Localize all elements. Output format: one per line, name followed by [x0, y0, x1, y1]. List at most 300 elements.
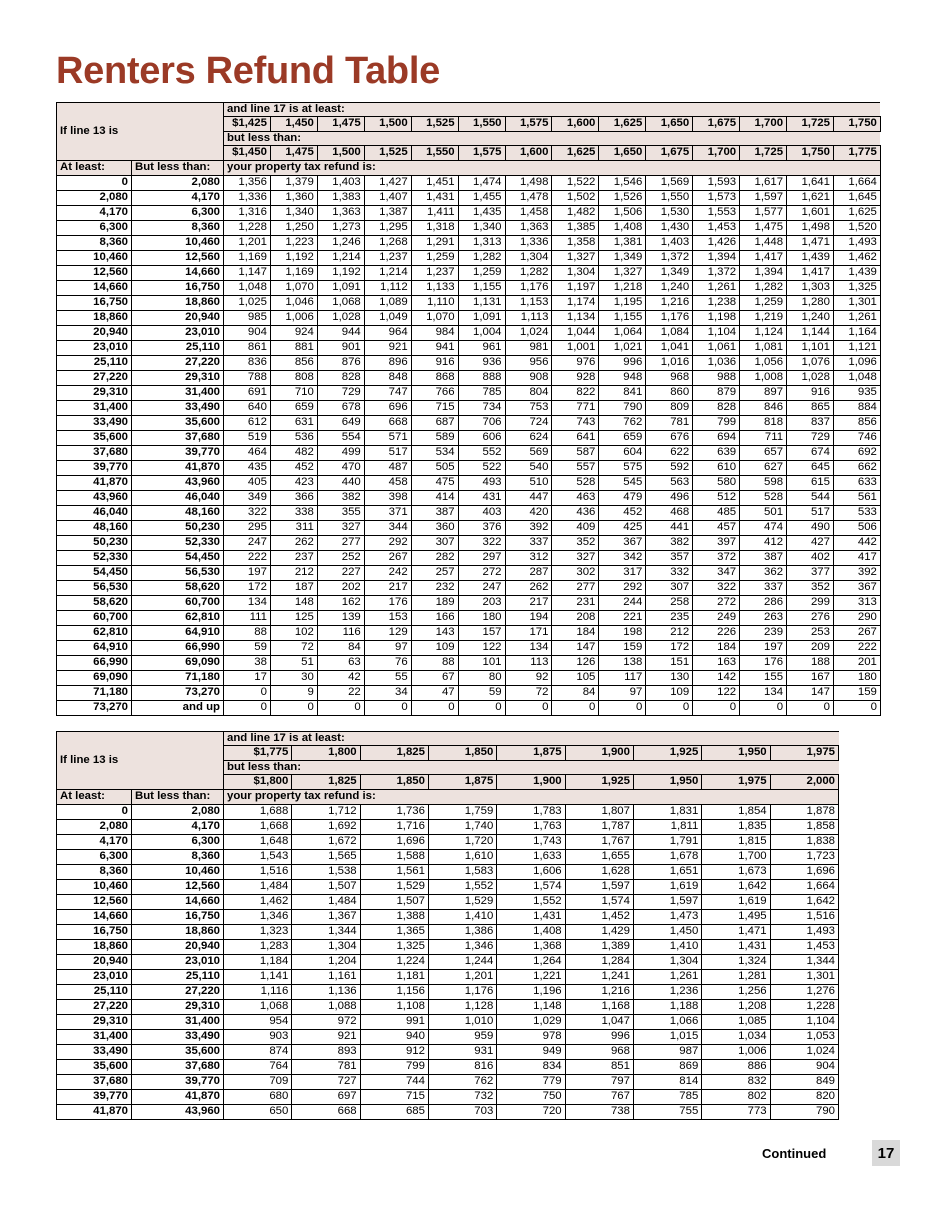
refund-value: 1,236 [633, 985, 701, 1000]
refund-value: 1,372 [693, 266, 740, 281]
table-row [57, 281, 881, 296]
refund-value: 554 [317, 431, 364, 446]
refund-value: 496 [646, 491, 693, 506]
column-at-least: 1,550 [458, 117, 505, 132]
refund-value: 159 [833, 686, 880, 701]
refund-value: 167 [787, 671, 834, 686]
income-less-than: 64,910 [132, 626, 224, 641]
refund-value: 1,426 [693, 236, 740, 251]
refund-value: 1,368 [497, 940, 565, 955]
refund-value: 865 [787, 401, 834, 416]
refund-value: 1,763 [497, 820, 565, 835]
refund-value: 1,250 [270, 221, 317, 236]
refund-value: 286 [740, 596, 787, 611]
refund-value: 34 [364, 686, 411, 701]
refund-value: 313 [833, 596, 880, 611]
refund-value: 105 [552, 671, 599, 686]
column-less-than: $1,800 [224, 775, 292, 790]
refund-value: 1,133 [411, 281, 458, 296]
refund-value: 996 [599, 356, 646, 371]
income-less-than: 54,450 [132, 551, 224, 566]
refund-value: 59 [458, 686, 505, 701]
column-at-least: $1,425 [224, 117, 271, 132]
column-at-least: 1,975 [770, 746, 838, 761]
column-at-least: 1,850 [428, 746, 496, 761]
refund-value: 221 [599, 611, 646, 626]
refund-value: 668 [292, 1105, 360, 1120]
refund-value: 729 [787, 431, 834, 446]
refund-value: 382 [646, 536, 693, 551]
refund-value: 785 [458, 386, 505, 401]
refund-value: 697 [292, 1090, 360, 1105]
column-less-than: 1,725 [740, 146, 787, 161]
table-row [57, 521, 881, 536]
refund-value: 828 [317, 371, 364, 386]
refund-value: 734 [458, 401, 505, 416]
refund-value: 1,507 [292, 880, 360, 895]
refund-value: 1,565 [292, 850, 360, 865]
refund-value: 528 [552, 476, 599, 491]
column-less-than: 1,500 [317, 146, 364, 161]
refund-value: 916 [411, 356, 458, 371]
column-less-than: 1,700 [693, 146, 740, 161]
refund-value: 1,048 [833, 371, 880, 386]
table-row [57, 1060, 839, 1075]
refund-value: 908 [505, 371, 552, 386]
column-less-than: 1,900 [497, 775, 565, 790]
refund-value: 1,061 [693, 341, 740, 356]
refund-value: 1,878 [770, 805, 838, 820]
income-at-least: 29,310 [57, 1015, 132, 1030]
refund-value: 856 [833, 416, 880, 431]
column-less-than: 1,825 [292, 775, 360, 790]
column-at-least: 1,925 [633, 746, 701, 761]
refund-value: 1,188 [633, 1000, 701, 1015]
refund-value: 720 [497, 1105, 565, 1120]
at-least-header: and line 17 is at least: [224, 732, 839, 746]
refund-value: 311 [270, 521, 317, 536]
refund-value: 1,128 [428, 1000, 496, 1015]
table-row [57, 266, 881, 281]
refund-value: 557 [552, 461, 599, 476]
refund-value: 342 [599, 551, 646, 566]
refund-value: 1,034 [702, 1030, 770, 1045]
refund-value: 888 [458, 371, 505, 386]
income-at-least: 27,220 [57, 371, 132, 386]
refund-value: 816 [428, 1060, 496, 1075]
refund-value: 814 [633, 1075, 701, 1090]
refund-value: 1,484 [292, 895, 360, 910]
refund-value: 1,131 [458, 296, 505, 311]
refund-value: 0 [599, 701, 646, 716]
refund-value: 332 [646, 566, 693, 581]
refund-value: 1,358 [552, 236, 599, 251]
refund-value: 253 [787, 626, 834, 641]
refund-value: 936 [458, 356, 505, 371]
refund-value: 1,282 [505, 266, 552, 281]
refund-value: 1,041 [646, 341, 693, 356]
refund-value: 1,089 [364, 296, 411, 311]
refund-value: 1,096 [833, 356, 880, 371]
refund-value: 505 [411, 461, 458, 476]
refund-value: 1,136 [292, 985, 360, 1000]
refund-value: 1,429 [565, 925, 633, 940]
refund-value: 262 [270, 536, 317, 551]
refund-value: 117 [599, 671, 646, 686]
refund-value: 961 [458, 341, 505, 356]
refund-value: 1,621 [787, 191, 834, 206]
refund-value: 1,430 [646, 221, 693, 236]
page-number: 17 [872, 1140, 900, 1166]
refund-value: 799 [693, 416, 740, 431]
column-at-least: 1,875 [497, 746, 565, 761]
refund-value: 203 [458, 596, 505, 611]
refund-value: 1,411 [411, 206, 458, 221]
refund-value: 598 [740, 476, 787, 491]
refund-value: 441 [646, 521, 693, 536]
refund-value: 493 [458, 476, 505, 491]
refund-value: 1,068 [317, 296, 364, 311]
income-less-than: 23,010 [132, 955, 224, 970]
refund-value: 1,478 [505, 191, 552, 206]
refund-value: 987 [633, 1045, 701, 1060]
refund-value: 1,323 [224, 925, 292, 940]
less-than-header: but less than: [224, 132, 881, 146]
refund-value: 417 [833, 551, 880, 566]
refund-value: 1,482 [552, 206, 599, 221]
income-at-least: 35,600 [57, 1060, 132, 1075]
refund-value: 139 [317, 611, 364, 626]
refund-value: 1,261 [833, 311, 880, 326]
refund-value: 978 [497, 1030, 565, 1045]
refund-value: 968 [565, 1045, 633, 1060]
column-at-least: $1,775 [224, 746, 292, 761]
refund-value: 1,606 [497, 865, 565, 880]
refund-value: 468 [646, 506, 693, 521]
refund-value: 1,723 [770, 850, 838, 865]
refund-value: 1,417 [740, 251, 787, 266]
refund-value: 1,010 [428, 1015, 496, 1030]
refund-value: 1,238 [693, 296, 740, 311]
column-less-than: 1,850 [360, 775, 428, 790]
refund-value: 0 [317, 701, 364, 716]
income-at-least: 71,180 [57, 686, 132, 701]
refund-value: 148 [270, 596, 317, 611]
refund-value: 832 [702, 1075, 770, 1090]
refund-value: 948 [599, 371, 646, 386]
refund-value: 1,516 [224, 865, 292, 880]
refund-value: 1,008 [740, 371, 787, 386]
col-at-least-label: At least: [57, 790, 132, 805]
refund-value: 536 [270, 431, 317, 446]
refund-value: 1,417 [787, 266, 834, 281]
refund-value: 1,346 [224, 910, 292, 925]
table-row [57, 386, 881, 401]
refund-value: 715 [411, 401, 458, 416]
column-less-than: 1,975 [702, 775, 770, 790]
refund-value: 1,700 [702, 850, 770, 865]
refund-value: 307 [646, 581, 693, 596]
refund-value: 1,529 [360, 880, 428, 895]
refund-value: 935 [833, 386, 880, 401]
refund-value: 1,259 [458, 266, 505, 281]
refund-value: 1,388 [360, 910, 428, 925]
refund-value: 1,155 [599, 311, 646, 326]
table-row [57, 206, 881, 221]
refund-value: 420 [505, 506, 552, 521]
refund-value: 766 [411, 386, 458, 401]
refund-value: 964 [364, 326, 411, 341]
table-row [57, 326, 881, 341]
refund-value: 1,283 [224, 940, 292, 955]
refund-value: 1,070 [411, 311, 458, 326]
income-at-least: 31,400 [57, 401, 132, 416]
refund-value: 189 [411, 596, 458, 611]
refund-value: 762 [428, 1075, 496, 1090]
refund-value: 781 [292, 1060, 360, 1075]
refund-value: 1,006 [702, 1045, 770, 1060]
refund-value: 367 [833, 581, 880, 596]
refund-value: 1,493 [833, 236, 880, 251]
refund-value: 297 [458, 551, 505, 566]
refund-value: 157 [458, 626, 505, 641]
refund-value: 1,475 [740, 221, 787, 236]
income-at-least: 64,910 [57, 641, 132, 656]
column-less-than: 1,600 [505, 146, 552, 161]
refund-value: 1,346 [428, 940, 496, 955]
income-less-than: 33,490 [132, 1030, 224, 1045]
income-less-than: 37,680 [132, 431, 224, 446]
column-less-than: 1,550 [411, 146, 458, 161]
income-at-least: 60,700 [57, 611, 132, 626]
refund-value: 163 [693, 656, 740, 671]
refund-value: 55 [364, 671, 411, 686]
refund-value: 0 [505, 701, 552, 716]
refund-value: 1,228 [224, 221, 271, 236]
refund-value: 738 [565, 1105, 633, 1120]
refund-value: 122 [693, 686, 740, 701]
income-at-least: 52,330 [57, 551, 132, 566]
refund-value: 836 [224, 356, 271, 371]
refund-value: 996 [565, 1030, 633, 1045]
income-less-than: 41,870 [132, 1090, 224, 1105]
refund-value: 528 [740, 491, 787, 506]
income-less-than: 27,220 [132, 985, 224, 1000]
refund-value: 1,759 [428, 805, 496, 820]
column-less-than: 1,950 [633, 775, 701, 790]
refund-value: 30 [270, 671, 317, 686]
refund-value: 367 [599, 536, 646, 551]
table-row [57, 880, 839, 895]
refund-value: 366 [270, 491, 317, 506]
refund-value: 981 [505, 341, 552, 356]
income-less-than: 8,360 [132, 850, 224, 865]
refund-value: 360 [411, 521, 458, 536]
refund-value: 1,363 [317, 206, 364, 221]
refund-value: 322 [693, 581, 740, 596]
refund-value: 799 [360, 1060, 428, 1075]
refund-value: 362 [740, 566, 787, 581]
refund-value: 1,169 [270, 266, 317, 281]
refund-value: 447 [505, 491, 552, 506]
income-less-than: 6,300 [132, 835, 224, 850]
refund-value: 622 [646, 446, 693, 461]
refund-value: 1,815 [702, 835, 770, 850]
refund-value: 1,036 [693, 356, 740, 371]
refund-value: 1,688 [224, 805, 292, 820]
refund-value: 1,642 [702, 880, 770, 895]
table-row [57, 506, 881, 521]
refund-value: 959 [428, 1030, 496, 1045]
refund-value: 247 [224, 536, 271, 551]
refund-value: 727 [292, 1075, 360, 1090]
income-at-least: 46,040 [57, 506, 132, 521]
refund-value: 703 [428, 1105, 496, 1120]
refund-value: 292 [599, 581, 646, 596]
refund-value: 125 [270, 611, 317, 626]
refund-value: 544 [787, 491, 834, 506]
refund-value: 1,807 [565, 805, 633, 820]
refund-value: 138 [599, 656, 646, 671]
refund-value: 587 [552, 446, 599, 461]
table-row [57, 416, 881, 431]
refund-value: 436 [552, 506, 599, 521]
table-row [57, 551, 881, 566]
refund-value: 886 [702, 1060, 770, 1075]
refund-value: 1,692 [292, 820, 360, 835]
refund-value: 0 [224, 701, 271, 716]
refund-value: 1,304 [633, 955, 701, 970]
refund-value: 897 [740, 386, 787, 401]
refund-value: 231 [552, 596, 599, 611]
refund-value: 1,593 [693, 176, 740, 191]
refund-value: 1,530 [646, 206, 693, 221]
refund-value: 1,024 [505, 326, 552, 341]
income-at-least: 0 [57, 805, 132, 820]
refund-value: 767 [565, 1090, 633, 1105]
refund-value: 38 [224, 656, 271, 671]
refund-value: 1,502 [552, 191, 599, 206]
refund-value: 680 [224, 1090, 292, 1105]
refund-value: 744 [360, 1075, 428, 1090]
refund-value: 1,284 [565, 955, 633, 970]
table-row [57, 1000, 839, 1015]
refund-value: 499 [317, 446, 364, 461]
refund-value: 893 [292, 1045, 360, 1060]
refund-value: 580 [693, 476, 740, 491]
refund-value: 101 [458, 656, 505, 671]
refund-value: 561 [833, 491, 880, 506]
refund-value: 1,664 [833, 176, 880, 191]
refund-value: 1,219 [740, 311, 787, 326]
refund-value: 1,641 [787, 176, 834, 191]
refund-value: 1,204 [292, 955, 360, 970]
refund-value: 92 [505, 671, 552, 686]
income-at-least: 25,110 [57, 985, 132, 1000]
refund-value: 198 [599, 626, 646, 641]
refund-value: 222 [833, 641, 880, 656]
table-row [57, 970, 839, 985]
income-less-than: 12,560 [132, 251, 224, 266]
table-row [57, 701, 881, 716]
col-at-least-label: At least: [57, 161, 132, 176]
refund-value: 387 [411, 506, 458, 521]
column-at-least: 1,625 [599, 117, 646, 132]
refund-value: 1,301 [833, 296, 880, 311]
refund-value: 1,651 [633, 865, 701, 880]
refund-value: 1,340 [270, 206, 317, 221]
income-at-least: 6,300 [57, 850, 132, 865]
refund-value: 802 [702, 1090, 770, 1105]
refund-value: 901 [317, 341, 364, 356]
refund-value: 884 [833, 401, 880, 416]
refund-value: 1,452 [565, 910, 633, 925]
refund-value: 940 [360, 1030, 428, 1045]
refund-value: 1,787 [565, 820, 633, 835]
refund-value: 1,538 [292, 865, 360, 880]
refund-value: 1,597 [633, 895, 701, 910]
refund-value: 545 [599, 476, 646, 491]
income-at-least: 8,360 [57, 236, 132, 251]
refund-value: 533 [833, 506, 880, 521]
column-less-than: 1,650 [599, 146, 646, 161]
refund-value: 1,313 [458, 236, 505, 251]
refund-value: 1,552 [428, 880, 496, 895]
refund-value: 921 [364, 341, 411, 356]
column-at-least: 1,700 [740, 117, 787, 132]
refund-value: 874 [224, 1045, 292, 1060]
refund-value: 696 [364, 401, 411, 416]
refund-value: 1,291 [411, 236, 458, 251]
refund-value: 1,192 [317, 266, 364, 281]
income-at-least: 12,560 [57, 266, 132, 281]
refund-value: 425 [599, 521, 646, 536]
column-at-least: 1,725 [787, 117, 834, 132]
income-less-than: 43,960 [132, 1105, 224, 1120]
refund-value: 552 [458, 446, 505, 461]
refund-value: 781 [646, 416, 693, 431]
refund-value: 490 [787, 521, 834, 536]
refund-value: 1,655 [565, 850, 633, 865]
refund-value: 431 [458, 491, 505, 506]
refund-value: 0 [552, 701, 599, 716]
income-less-than: 2,080 [132, 805, 224, 820]
refund-value: 202 [317, 581, 364, 596]
refund-value: 641 [552, 431, 599, 446]
income-at-least: 50,230 [57, 536, 132, 551]
income-at-least: 41,870 [57, 476, 132, 491]
income-at-least: 20,940 [57, 955, 132, 970]
refund-value: 1,439 [833, 266, 880, 281]
refund-value: 1,049 [364, 311, 411, 326]
refund-value: 912 [360, 1045, 428, 1060]
column-less-than: 1,525 [364, 146, 411, 161]
refund-value: 1,221 [497, 970, 565, 985]
income-less-than: 20,940 [132, 311, 224, 326]
refund-value: 227 [317, 566, 364, 581]
income-less-than: 50,230 [132, 521, 224, 536]
refund-value: 290 [833, 611, 880, 626]
refund-value: 327 [317, 521, 364, 536]
income-less-than: 39,770 [132, 1075, 224, 1090]
refund-value: 113 [505, 656, 552, 671]
table-row [57, 356, 881, 371]
refund-value: 804 [505, 386, 552, 401]
refund-value: 1,619 [633, 880, 701, 895]
income-less-than: 66,990 [132, 641, 224, 656]
refund-value: 659 [270, 401, 317, 416]
refund-value: 512 [693, 491, 740, 506]
